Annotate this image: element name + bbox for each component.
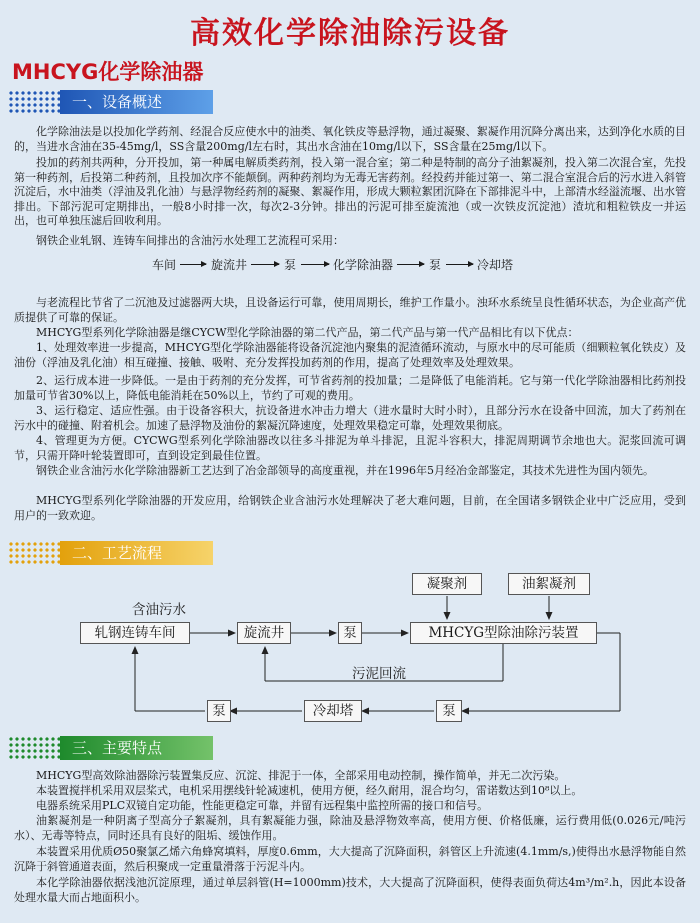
flow-step-oil-remover: 化学除油器 [333, 258, 394, 272]
node-cooling-tower: 冷却塔 [304, 700, 362, 722]
overview-paragraph-5: MHCYG型系列化学除油器是继CYCW型化学除油器的第二代产品，第二代产品与第一代产品相比有以下优点： [36, 326, 579, 339]
node-cyclone-well: 旋流井 [237, 622, 291, 644]
advantage-1: 1、处理效率进一步提高，MHCYG型化学除油器能将设备沉淀池内聚集的泥渣循环流动，与原水中的尽可能质（细颗粒氧化铁皮）及油份（浮油及乳化油）相互碰撞、接触、吸咐、充分发挥投加药剂的作用，提高了处理效率及处理效果。 [14, 341, 686, 369]
node-pump-1: 泵 [338, 622, 362, 644]
flow-arrow [251, 264, 279, 265]
feature-6: 本化学除油器依据浅池沉淀原理，通过单层斜管(H=1000mm)技术，大大提高了沉降面积，使得表面负荷达4m³/m².h，因此本设备处理水量大而占地面积小。 [14, 876, 686, 904]
node-pump-3: 泵 [207, 700, 231, 722]
section-title-overview: 一、设备概述 [60, 90, 213, 114]
label-sludge-return: 污泥回流 [352, 666, 406, 682]
feature-4: 油絮凝剂是一种阴离子型高分子絮凝剂，具有絮凝能力强，除油及悬浮物效率高，使用方便、价格低廉，运行费用低(0.026元/吨污水）、无毒等特点，同时还具有良好的阻垢、缓蚀作用。 [14, 814, 686, 842]
process-flow-diagram [0, 568, 700, 728]
advantage-3: 3、运行稳定、适应性强。由于设备容积大，抗设备进水冲击力增大（进水量时大时小时），且部分污水在设备中回流，加大了药剂在污水中的碰撞、附着机会。加速了悬浮物及油份的絮凝沉降速度，处理效果稳定可靠，处理效果彻底。 [14, 404, 686, 432]
overview-paragraph-6: 钢铁企业含油污水化学除油器新工艺达到了冶金部领导的高度重视，并在1996年5月经冶金部鉴定，其技术先进性为国内领先。 [36, 464, 654, 477]
flow-step-pump: 泵 [284, 258, 297, 272]
node-mhcyg-device: MHCYG型除油除污装置 [410, 622, 597, 644]
flow-arrow [397, 264, 424, 265]
flow-arrow [180, 264, 206, 265]
node-oil-flocculant: 油絮凝剂 [508, 573, 590, 595]
feature-5: 本装置采用优质Ø50聚氯乙烯六角蜂窝填料，厚度0.6mm，大大提高了沉降面积，斜管区上升流速(4.1mm/s,)使得出水悬浮物能自然沉降于斜管通道表面，然后积聚成一定重量滑落于污泥斗内。 [14, 845, 686, 873]
feature-2: 本装置搅拌机采用双层桨式，电机采用摆线针轮减速机，使用方便，经久耐用，混合均匀，雷诺数达到10⁸以上。 [36, 784, 583, 797]
dot-pattern-decoration [8, 736, 60, 760]
main-title: 高效化学除油除污设备 [190, 16, 510, 51]
flow-step-cyclone-well: 旋流井 [211, 258, 248, 272]
flow-arrow [301, 264, 329, 265]
flow-step-workshop: 车间 [152, 258, 177, 272]
overview-paragraph-2: 投加的药剂共两种，分开投加，第一种属电解质类药剂，投入第一混合室；第二种是特制的高分子油絮凝剂，投入第二次混合室，先投第一种药剂，后投第二种药剂，且投加次序不能颠倒。两种药剂均为无毒无害药剂。经投药并能过第一、第二混合室混合后的污水进入斜管沉淀后，水中油类（浮油及乳化油）与悬浮物经药剂的凝聚、絮凝作用，形成大颗粒絮团沉降在下部排泥斗中，上部清水经溢流堰、出水管排出。下部污泥可定期排出，一般8小时排一次，每次2-3分钟。排出的污泥可排至旋流池（或一次铁皮沉淀池）渣坑和粗粒铁皮一并运出，也可单独压滤后回收利用。 [14, 156, 686, 227]
simple-process-flow [0, 254, 700, 280]
product-subtitle: MHCYG化学除油器 [12, 60, 204, 84]
label-oily-water: 含油污水 [132, 602, 186, 618]
dot-pattern-decoration [8, 541, 60, 565]
section-header-features [8, 736, 213, 760]
node-coagulant: 凝聚剂 [412, 573, 482, 595]
overview-paragraph-1: 化学除油法是以投加化学药剂、经混合反应使水中的油类、氧化铁皮等悬浮物，通过凝聚、絮凝作用沉降分离出来，达到净化水质的目的，当进水含油在35-45mg/l，SS含量200mg/l左右时，其出水含油在10mg/l以下，SS含量在25mg/l以下。 [14, 125, 686, 153]
overview-paragraph-4: 与老流程比节省了二沉池及过滤器两大块，且设备运行可靠，使用周期长，维护工作量小。浊环水系统呈良性循环状态，为企业高产优质提供了可靠的保证。 [14, 296, 686, 324]
advantage-2: 2、运行成本进一步降低。一是由于药剂的充分发挥，可节省药剂的投加量；二是降低了电能消耗。它与第一代化学除油器相比药剂投加量可节省30%以上，降低电能消耗在50%以上，节约了可观的费用。 [14, 374, 686, 402]
dot-pattern-decoration [8, 90, 60, 114]
flow-step-pump-2: 泵 [429, 258, 442, 272]
overview-paragraph-7: MHCYG型系列化学除油器的开发应用，给钢铁企业含油污水处理解决了老大难问题，目前，在全国诸多钢铁企业中广泛应用，受到用户的一致欢迎。 [14, 494, 686, 522]
advantage-4: 4、管理更为方便。CYCWG型系列化学除油器改以往多斗排泥为单斗排泥，且泥斗容积大，排泥周期调节余地也大。泥浆回流可调节，只需开降叶轮装置即可，直到设定到最佳位置。 [14, 434, 686, 462]
feature-3: 电器系统采用PLC双镜自定功能，性能更稳定可靠，并留有远程集中监控所需的接口和信号。 [36, 799, 489, 812]
flow-arrow [446, 264, 473, 265]
feature-1: MHCYG型高效除油器除污装置集反应、沉淀、排泥于一体，全部采用电动控制，操作简单，并无二次污染。 [36, 769, 566, 782]
flow-step-cooling-tower: 冷却塔 [477, 258, 514, 272]
node-mill-workshop: 轧钢连铸车间 [80, 622, 190, 644]
section-title-features: 三、主要特点 [60, 736, 213, 760]
section-header-process [8, 541, 213, 565]
section-title-process: 二、工艺流程 [60, 541, 213, 565]
overview-paragraph-3: 钢铁企业轧钢、连铸车间排出的含油污水处理工艺流程可采用： [36, 234, 344, 247]
node-pump-2: 泵 [436, 700, 462, 722]
section-header-overview [8, 90, 213, 114]
